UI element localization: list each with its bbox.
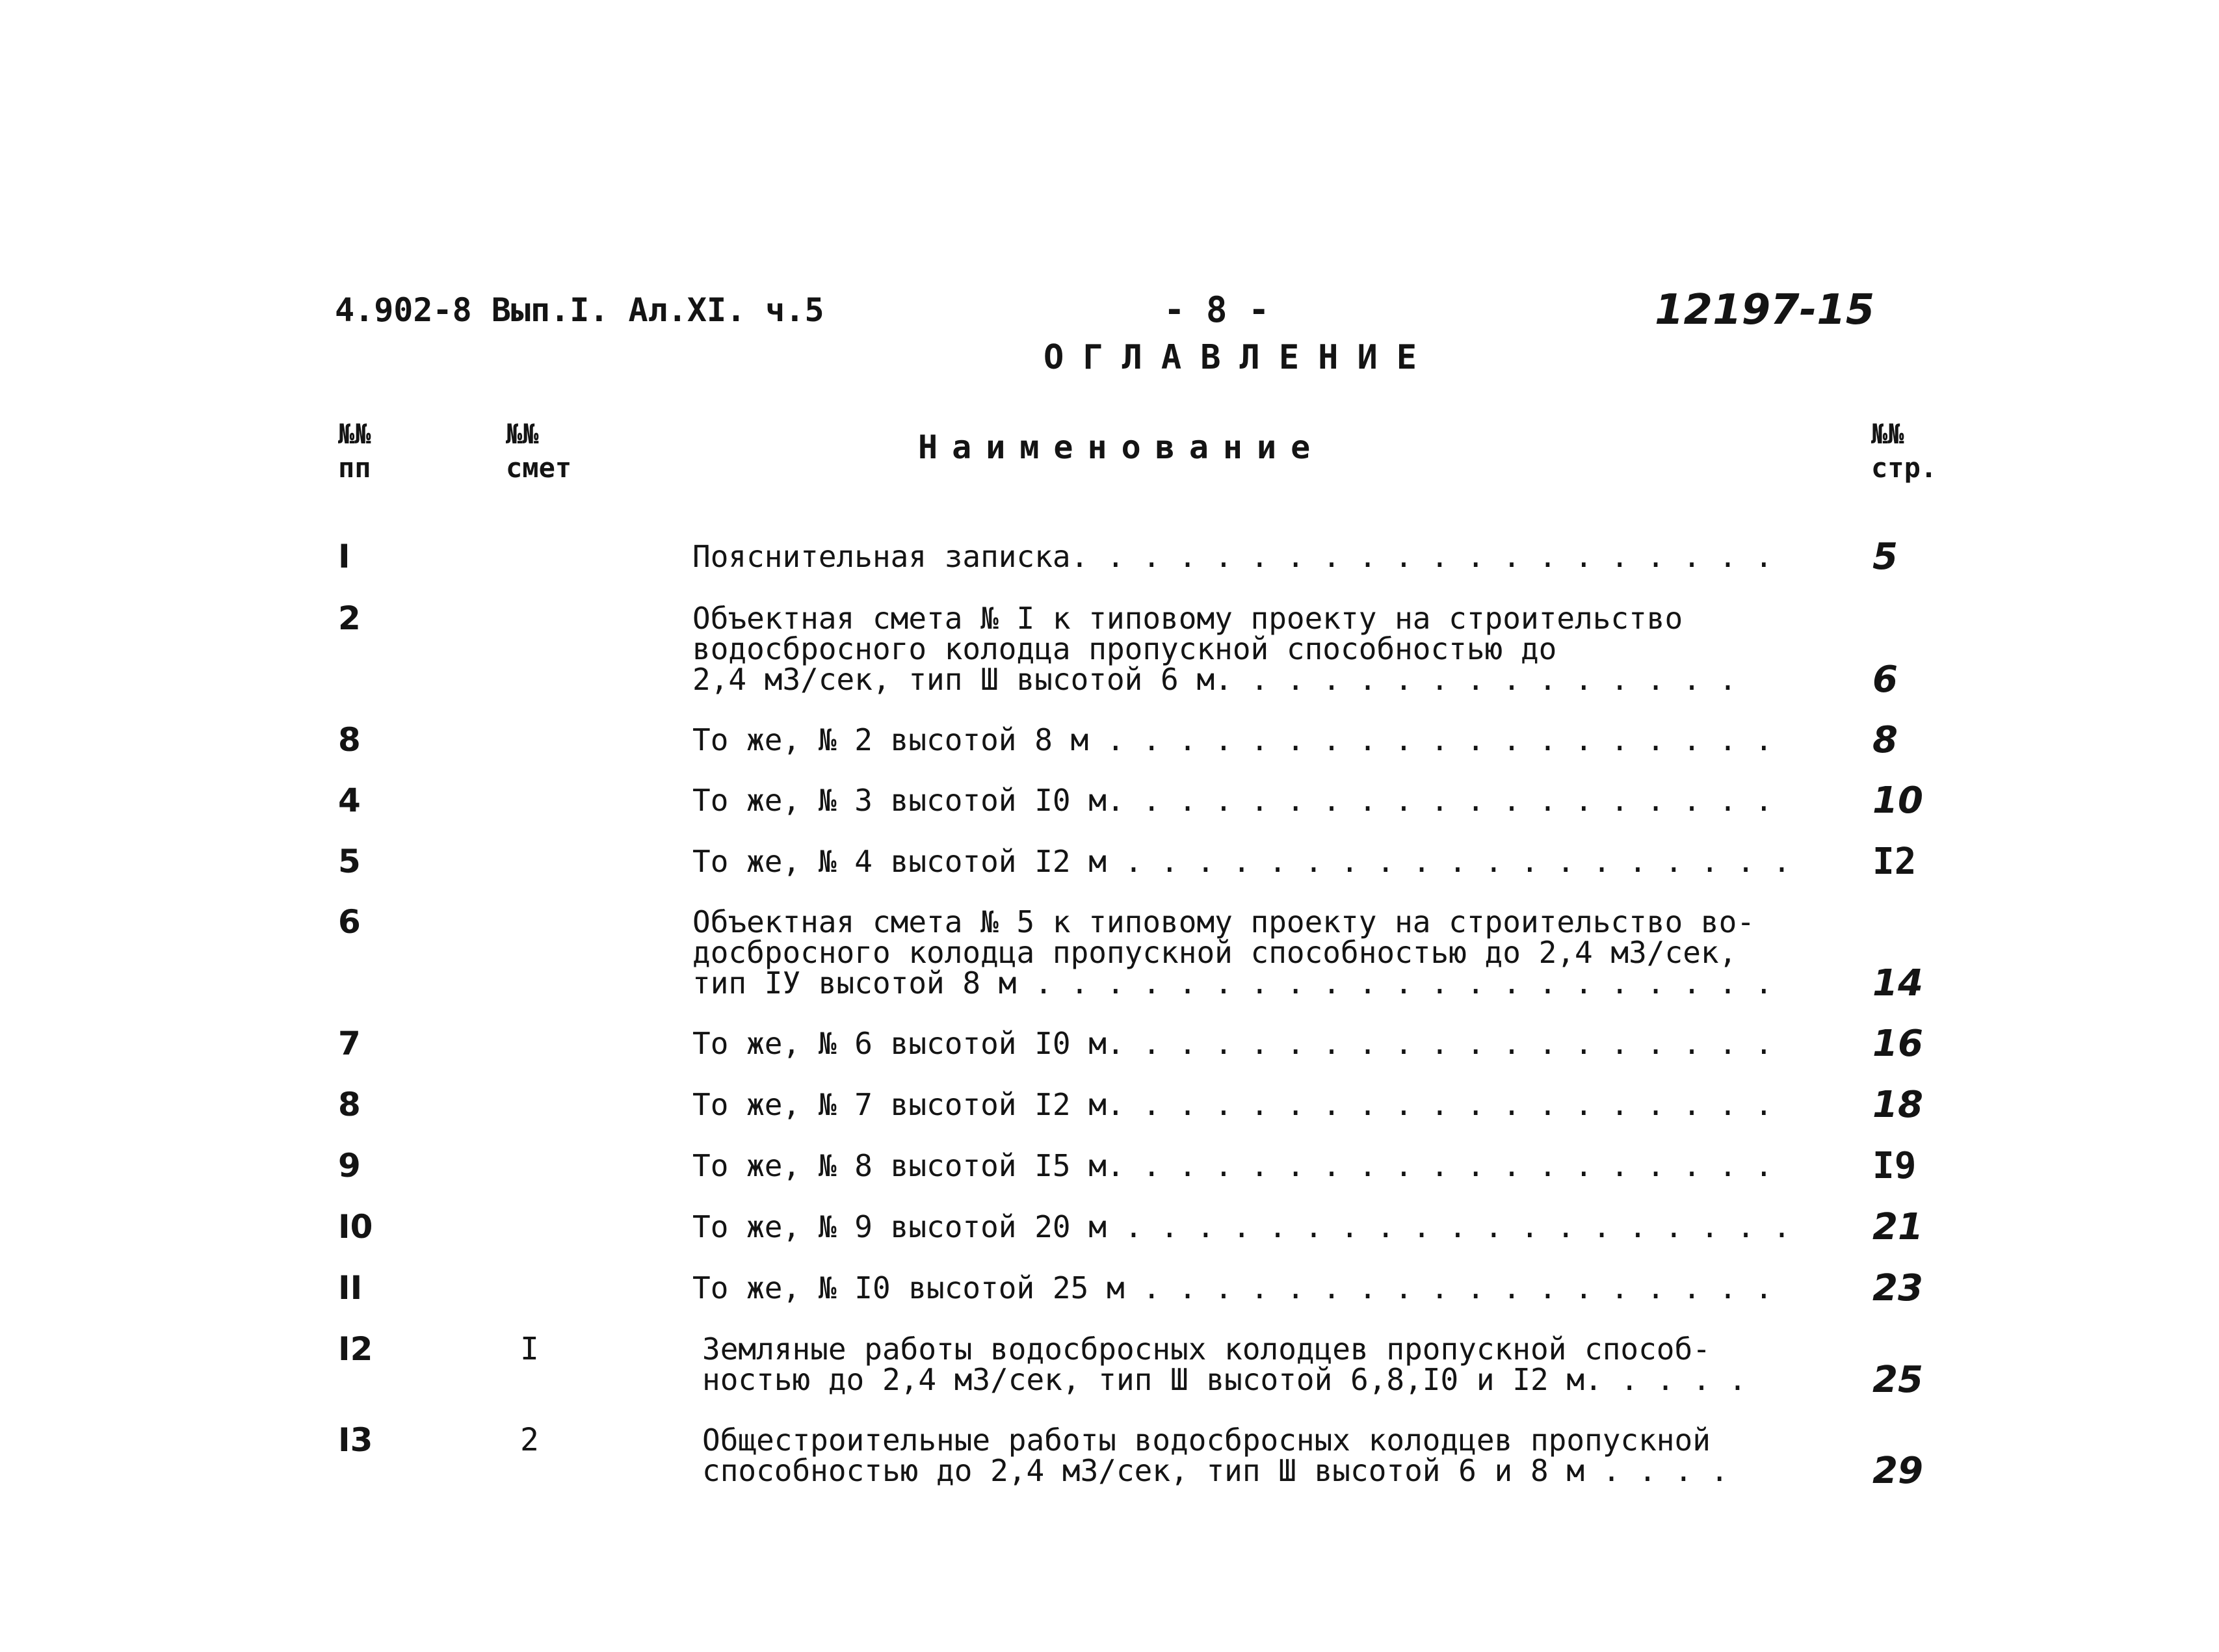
toc-row-page: 25 [1872,1359,1923,1401]
toc-row-estimate: 2 [520,1422,539,1458]
toc-row-page: 21 [1872,1206,1923,1248]
toc-row-number: 5 [338,843,361,880]
page-title: ОГЛАВЛЕНИЕ [1044,338,1436,377]
toc-row-number: 6 [338,903,361,941]
toc-row-name: То же, № 3 высотой I0 м. . . . . . . . . . . . . . . . . . . [692,783,1773,818]
toc-row-name: То же, № 7 высотой I2 м. . . . . . . . . . . . . . . . . . . [692,1087,1773,1122]
toc-row-number: II [338,1269,363,1307]
toc-row-page: I9 [1872,1145,1917,1187]
toc-row-page: I2 [1872,841,1917,883]
toc-row-name: Объектная смета № 5 к типовому проекту на строительство во- досбросного колодца пропускной способностью до 2,4 м3/сек, тип IУ высотой 8 м . . . . . . . . . . . . . . . . . . . . . [692,904,1773,1001]
toc-row-number: 4 [338,781,361,819]
toc-row-name: Пояснительная записка. . . . . . . . . . . . . . . . . . . . [692,539,1773,574]
toc-row-page: 8 [1872,719,1898,761]
page-number: - 8 - [1164,289,1270,330]
toc-row-number: 8 [338,1086,361,1123]
toc-row-number: I0 [338,1208,373,1246]
toc-row-name: То же, № I0 высотой 25 м . . . . . . . . . . . . . . . . . . [692,1270,1773,1305]
toc-row-page: 16 [1872,1023,1923,1065]
toc-row-number: 9 [338,1147,361,1185]
toc-row-number: 8 [338,721,361,759]
toc-row-name: Объектная смета № I к типовому проекту на строительство водосбросного колодца пропускной способностью до 2,4 м3/сек, тип Ш высотой 6 м. . . . . . . . . . . . . . . [692,601,1737,697]
toc-row-page: 14 [1872,962,1923,1004]
toc-row-number: I [338,538,350,575]
column-header-page: №№ стр. [1871,418,1937,484]
toc-row-name: То же, № 8 высотой I5 м. . . . . . . . . . . . . . . . . . . [692,1148,1773,1183]
toc-row-number: 2 [338,599,361,637]
toc-row-number: I2 [338,1330,373,1368]
column-header-name: Наименование [918,428,1325,466]
toc-row-page: 6 [1872,659,1898,701]
toc-row-name: То же, № 6 высотой I0 м. . . . . . . . . . . . . . . . . . . [692,1026,1773,1061]
toc-row-number: 7 [338,1025,361,1062]
toc-row-number: I3 [338,1421,373,1459]
archive-number: 12197-15 [1655,286,1875,334]
toc-row-estimate: I [520,1331,539,1367]
toc-row-page: 18 [1872,1084,1923,1126]
column-header-pp: №№ пп [338,418,371,484]
toc-row-page: 23 [1872,1267,1923,1309]
toc-row-name: Земляные работы водосбросных колодцев пропускной способ- ностью до 2,4 м3/сек, тип Ш высотой 6,8,I0 и I2 м. . . . . [702,1331,1747,1397]
document-code: 4.902-8 Вып.I. Ал.XI. ч.5 [335,291,824,329]
toc-row-name: То же, № 4 высотой I2 м . . . . . . . . . . . . . . . . . . . [692,844,1791,879]
toc-row-page: 5 [1872,536,1898,578]
toc-row-name: То же, № 2 высотой 8 м . . . . . . . . . . . . . . . . . . . [692,722,1773,757]
toc-row-name: То же, № 9 высотой 20 м . . . . . . . . . . . . . . . . . . . [692,1209,1791,1244]
toc-row-page: 29 [1872,1450,1923,1492]
toc-row-name: Общестроительные работы водосбросных колодцев пропускной способностью до 2,4 м3/сек, тип Ш высотой 6 и 8 м . . . . [702,1423,1729,1488]
toc-row-page: 10 [1872,780,1923,822]
column-header-estimate: №№ смет [506,418,572,484]
